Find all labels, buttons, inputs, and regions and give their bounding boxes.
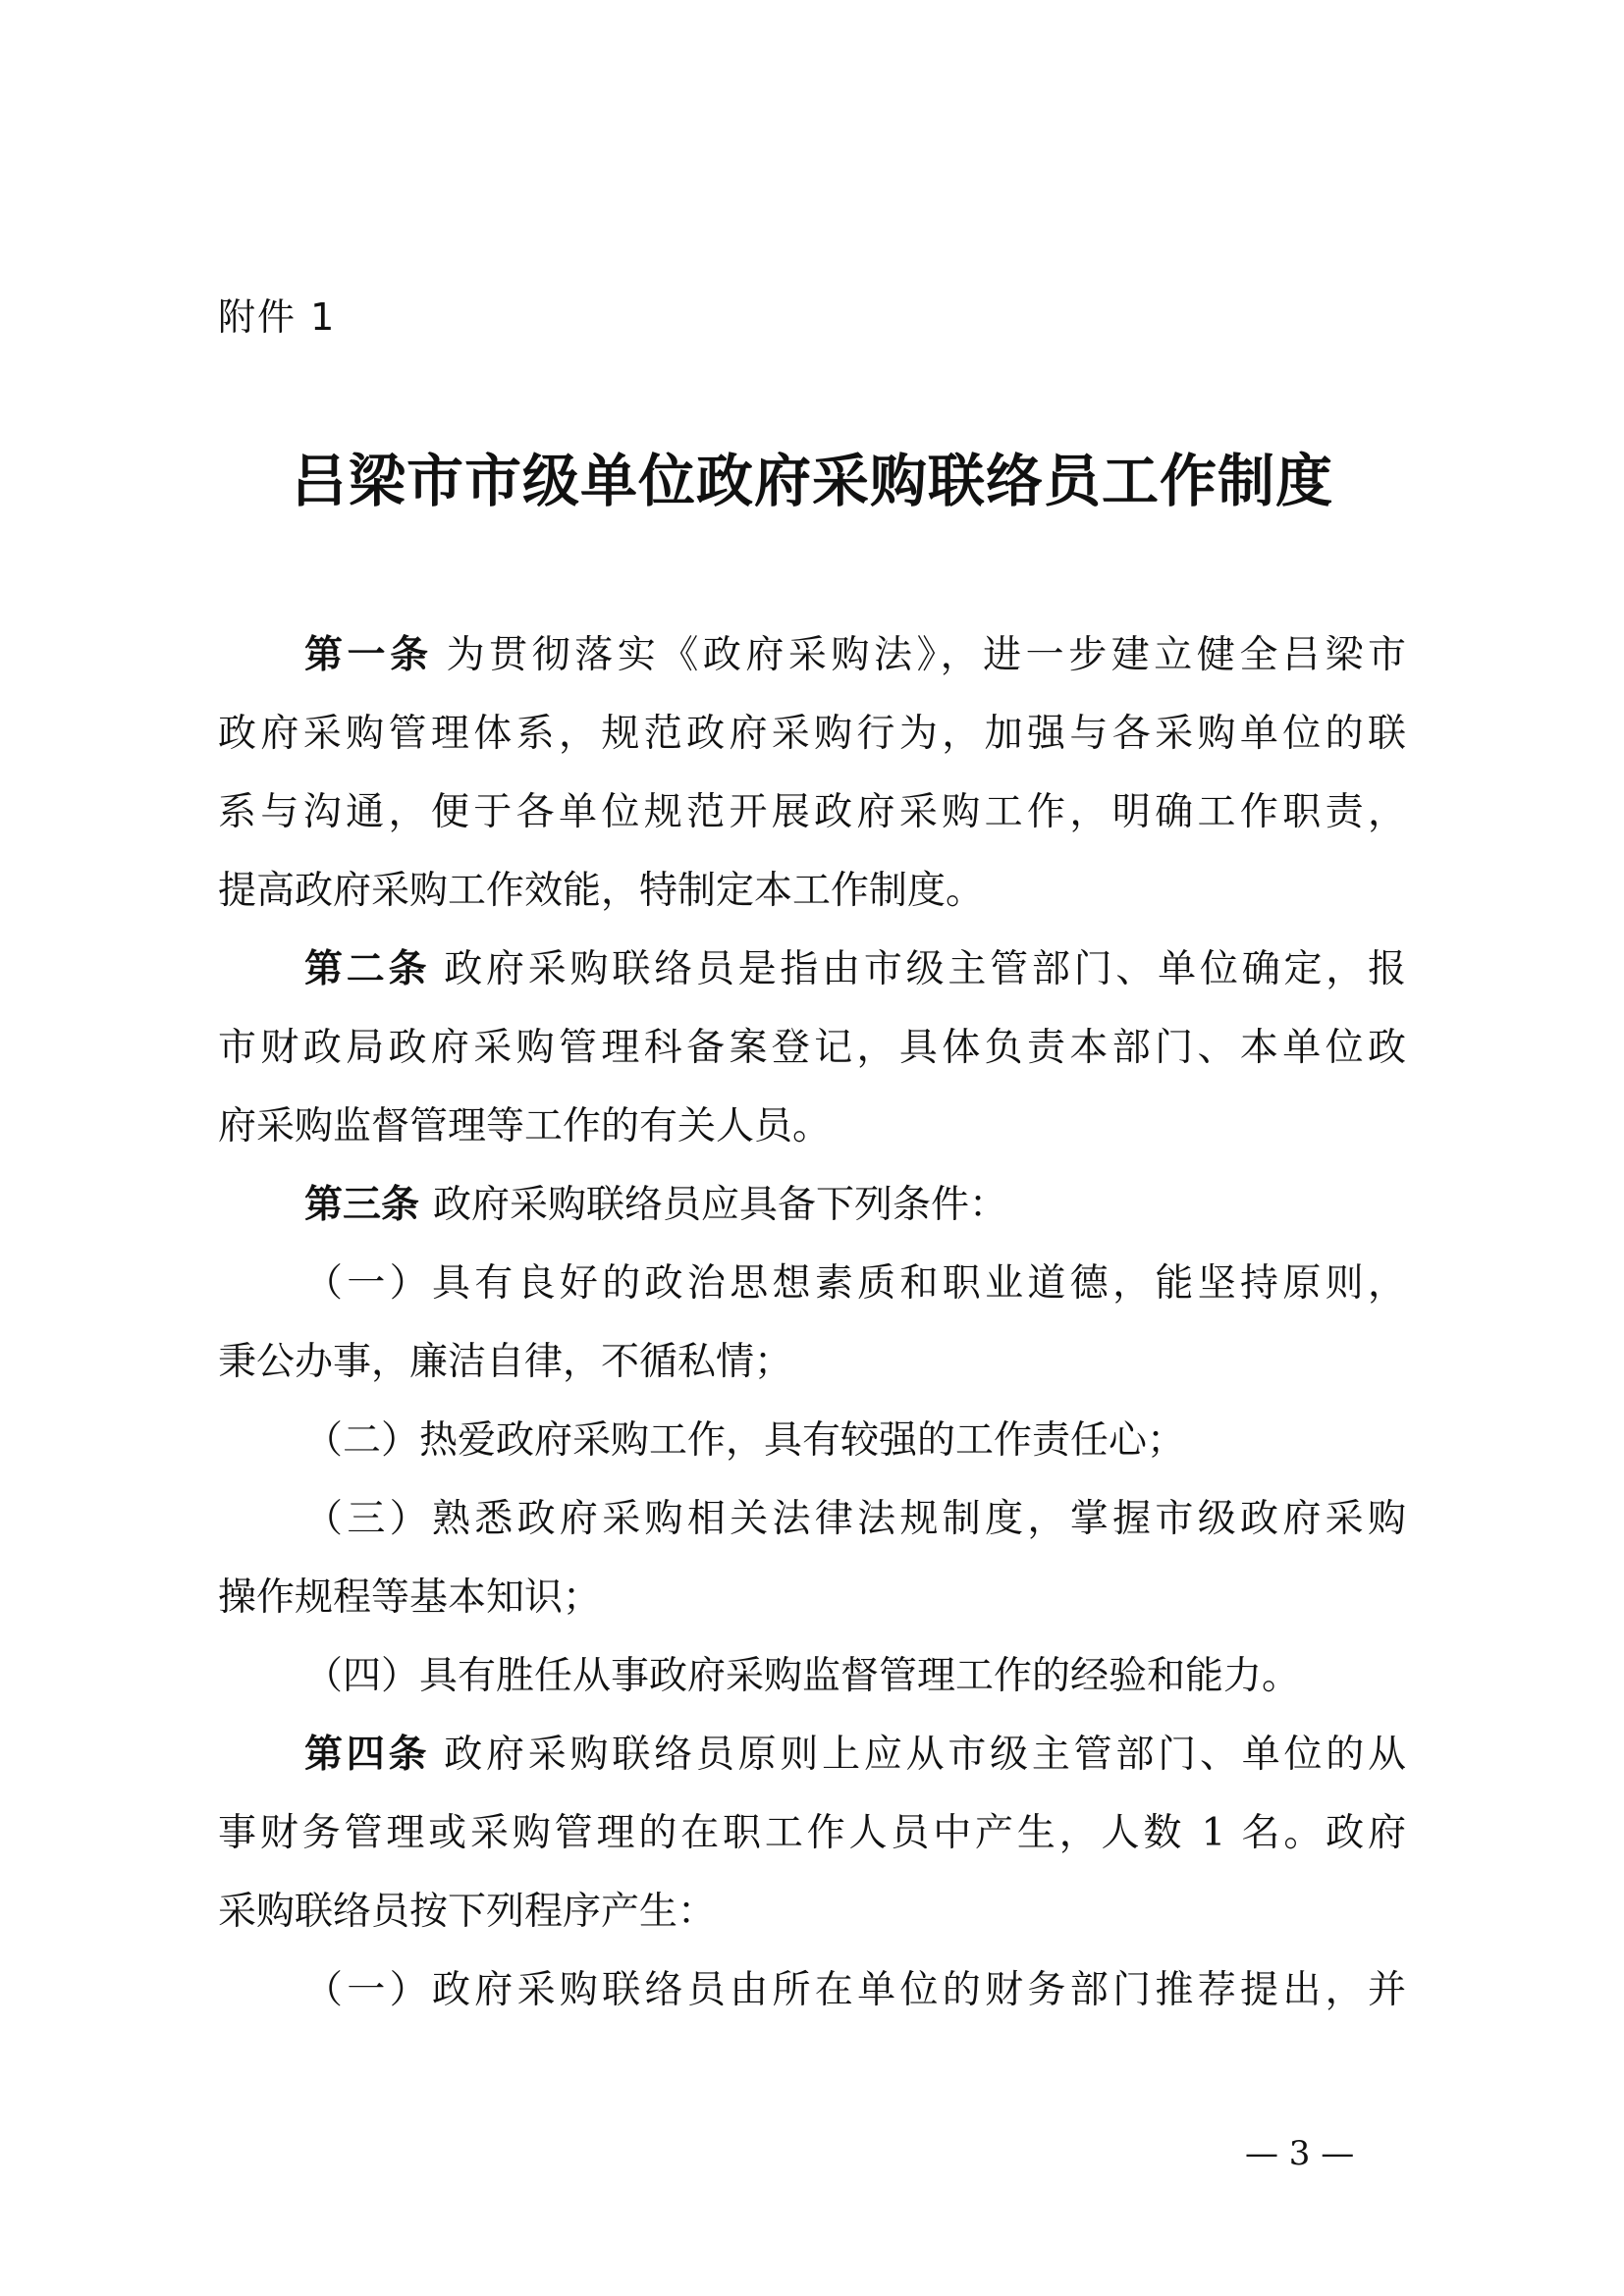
clause-3-1 [218,1245,1406,1402]
paragraph-line: 府采购监督管理等工作的有关人员。 [218,1104,832,1148]
page-number: — 3 — [1245,2134,1355,2173]
paragraph-line [218,931,1406,1009]
article-label: 第三条 [304,1183,420,1227]
paragraph-line: 政府采购管理体系，规范政府采购行为，加强与各采购单位的联 [218,712,1406,756]
article-label: 第一条 [304,633,433,677]
paragraph-line: （三）熟悉政府采购相关法律法规制度，掌握市级政府采购 [304,1497,1406,1541]
article-label: 第四条 [304,1733,431,1777]
paragraph-line: 提高政府采购工作效能，特制定本工作制度。 [218,869,985,913]
paragraph-line: 市财政局政府采购管理科备案登记，具体负责本部门、本单位政 [218,1026,1406,1070]
paragraph-line: 事财务管理或采购管理的在职工作人员中产生，人数 1 名。政府 [218,1811,1406,1855]
paragraph-line: （一）政府采购联络员由所在单位的财务部门推荐提出，并 [304,1968,1406,2012]
clause-3-3 [218,1480,1406,1637]
paragraph-line: 系与沟通，便于各单位规范开展政府采购工作，明确工作职责， [218,790,1406,834]
clause-4-1 [218,1951,1406,2030]
paragraph-line [218,616,1406,695]
line-text: 为贯彻落实《政府采购法》，进一步建立健全吕梁市 [446,633,1406,677]
article-3 [218,1166,1406,1245]
paragraph-line [218,1716,1406,1794]
article-2 [218,931,1406,1166]
article-label: 第二条 [304,947,431,991]
paragraph-line: 操作规程等基本知识； [218,1575,602,1620]
paragraph-line: 秉公办事，廉洁自律，不循私情； [218,1340,793,1384]
attachment-label: 附件 1 [218,295,337,339]
article-1 [218,616,1406,931]
line-text: 政府采购联络员原则上应从市级主管部门、单位的从 [444,1733,1406,1777]
clause-3-4 [218,1637,1406,1716]
paragraph-line: （一）具有良好的政治思想素质和职业道德，能坚持原则， [304,1261,1406,1306]
clause-3-2 [218,1402,1406,1480]
article-4 [218,1716,1406,1951]
line-text: 政府采购联络员应具备下列条件： [433,1183,1008,1227]
paragraph-line: 采购联络员按下列程序产生： [218,1890,717,1934]
document-body [218,616,1406,2030]
paragraph-line: （四）具有胜任从事政府采购监督管理工作的经验和能力。 [304,1654,1301,1698]
document-title: 吕梁市市级单位政府采购联络员工作制度 [290,448,1333,514]
paragraph-line [218,1166,1406,1245]
line-text: 政府采购联络员是指由市级主管部门、单位确定，报 [444,947,1406,991]
paragraph-line: （二）热爱政府采购工作，具有较强的工作责任心； [304,1418,1186,1463]
